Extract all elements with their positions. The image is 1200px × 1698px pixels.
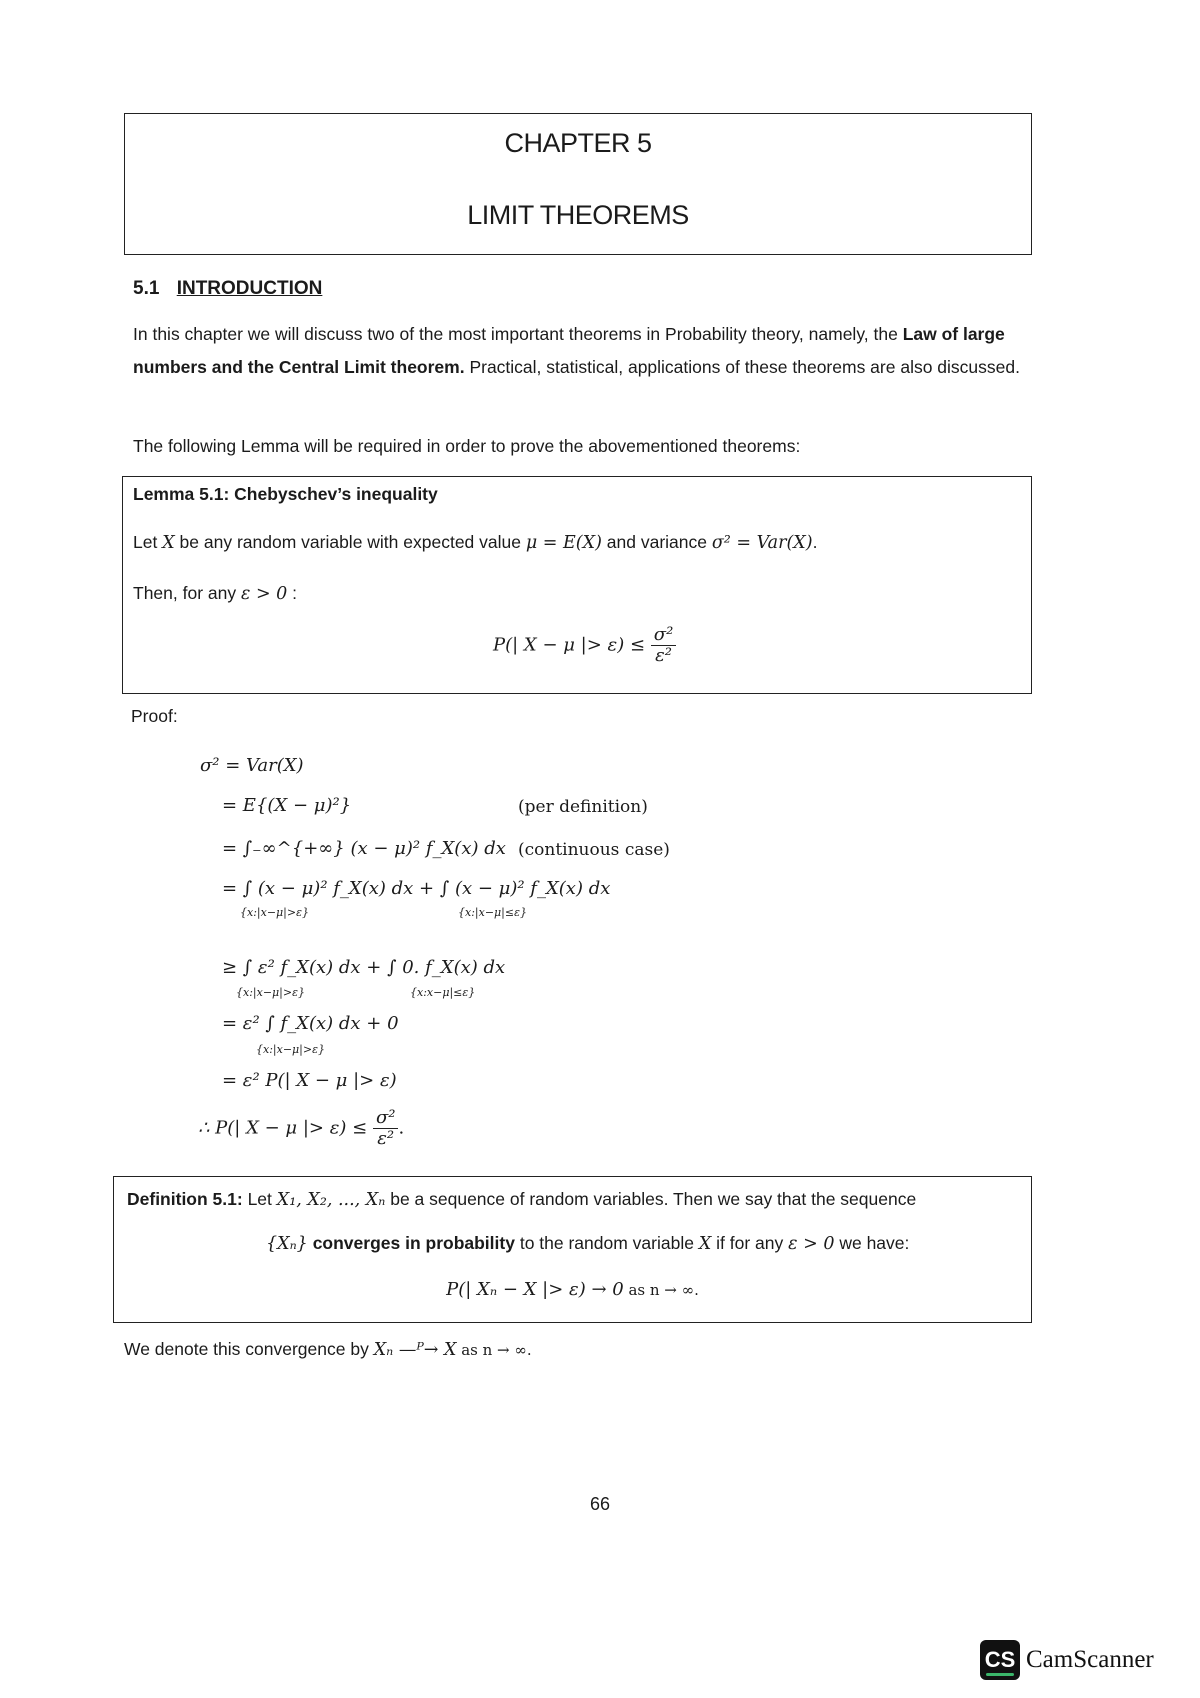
lemma-epsilon: ε > 0 [240,584,288,604]
intro-lemma-lead: The following Lemma will be required in order to prove the abovementioned theorems: [133,436,801,456]
lemma-variance: σ² = Var(X) [711,533,813,553]
proof-line-6 [222,1013,399,1034]
fraction-numerator: σ² [373,1108,399,1129]
proof-note-continuous: (continuous case) [518,840,670,860]
inequality-fraction [651,625,677,666]
fraction-numerator: σ² [651,625,677,646]
chapter-title: CHAPTER 5 [504,128,652,158]
definition-text: Let [242,1189,277,1209]
proof-expr: σ² = Var(X) [200,755,304,776]
proof-line-1 [200,755,304,776]
lemma-text: and variance [601,532,712,552]
proof-line-7 [222,1070,397,1091]
lemma-box [122,476,1032,694]
page-number: 66 [589,1494,611,1514]
lemma-text: . [812,532,818,552]
chapter-subtitle: LIMIT THEOREMS [467,200,689,230]
fraction-denominator: ε² [377,1128,395,1149]
definition-epsilon: ε > 0 [788,1234,835,1254]
integral-domain: {x:|x−μ|>ε} [256,1043,326,1056]
camscanner-watermark [980,1640,1154,1680]
denote-tail: as n → ∞. [456,1341,532,1359]
proof-expr: ≥ ∫ ε² f_X(x) dx + ∫ 0. f_X(x) dx [222,957,506,978]
proof-expr: = E{(X − μ)²} [222,795,352,816]
intro-bold-text: Law of large numbers and the Central Limit theorem. [133,324,1005,377]
section-number: 5.1 [133,278,160,299]
definition-text: if for any [711,1233,789,1253]
lemma-title: Lemma 5.1: Chebyschev’s inequality [133,484,438,504]
denote-expr: Xₙ —ᴾ→ X [373,1340,457,1360]
proof-line-2 [222,795,351,816]
intro-text-1: In this chapter we will discuss two of the most important theorems in Probability theory, namely, the [133,324,903,344]
intro-paragraph [133,318,1023,384]
lemma-line-2 [133,583,297,604]
intro-text-2: Practical, statistical, applications of these theorems are also discussed. [464,357,1020,377]
lemma-text: be any random variable with expected value [174,532,526,552]
definition-text: to the random variable [514,1233,699,1253]
definition-line-2 [266,1233,909,1254]
proof-line-4 [222,878,610,899]
chapter-header-box [124,113,1032,255]
proof-note-definition: (per definition) [518,797,648,817]
camscanner-logo-icon: CS [980,1640,1020,1680]
section-heading [133,278,322,300]
lemma-text: : [287,583,298,603]
integral-domain: {x:x−μ|≤ε} [410,986,476,999]
proof-expr: = ∫ (x − μ)² f_X(x) dx + ∫ (x − μ)² f_X(x) dx [222,878,611,899]
integral-domain: {x:|x−μ|>ε} [240,906,310,919]
definition-formula [114,1279,1031,1300]
denote-line [124,1333,1014,1367]
definition-set: {Xₙ} [266,1234,308,1254]
lemma-expected-value: μ = E(X) [525,533,602,553]
proof-label: Proof: [131,706,178,726]
lemma-line-1 [133,532,817,553]
definition-text: we have: [834,1233,910,1253]
definition-term: converges in probability [307,1233,515,1253]
inequality-lhs: P(| X − μ |> ε) ≤ [493,634,646,656]
lemma-var-x: X [162,533,175,553]
definition-label: Definition 5.1: [127,1189,243,1209]
denote-text: We denote this convergence by [124,1339,374,1359]
camscanner-text: CamScanner [1026,1646,1154,1673]
lemma-text: Then, for any [133,583,241,603]
conclusion-period: . [398,1117,405,1139]
proof-line-5 [222,957,505,978]
proof-conclusion [198,1108,404,1149]
integral-domain: {x:|x−μ|≤ε} [458,906,528,919]
fraction-denominator: ε² [655,645,672,666]
lemma-text: Let [133,532,163,552]
section-title: INTRODUCTION [176,278,323,299]
definition-var-x: X [698,1234,712,1254]
proof-expr: = ε² ∫ f_X(x) dx + 0 [222,1013,399,1034]
definition-line-1 [127,1189,1021,1210]
definition-box [113,1176,1032,1323]
proof-expr: = ε² P(| X − μ |> ε) [222,1070,397,1091]
convergence-expr: P(| Xₙ − X |> ε) → 0 [446,1279,624,1300]
proof-line-3 [222,838,506,859]
convergence-tail: as n → ∞. [623,1281,699,1299]
conclusion-fraction [373,1108,399,1149]
definition-sequence: X₁, X₂, ..., Xₙ [276,1190,386,1210]
conclusion-lhs: ∴ P(| X − μ |> ε) ≤ [198,1117,368,1139]
definition-text: be a sequence of random variables. Then we say that the sequence [385,1189,917,1209]
integral-domain: {x:|x−μ|>ε} [236,986,306,999]
proof-expr: = ∫₋∞^{+∞} (x − μ)² f_X(x) dx [222,838,506,859]
chebyshev-inequality [493,625,676,666]
